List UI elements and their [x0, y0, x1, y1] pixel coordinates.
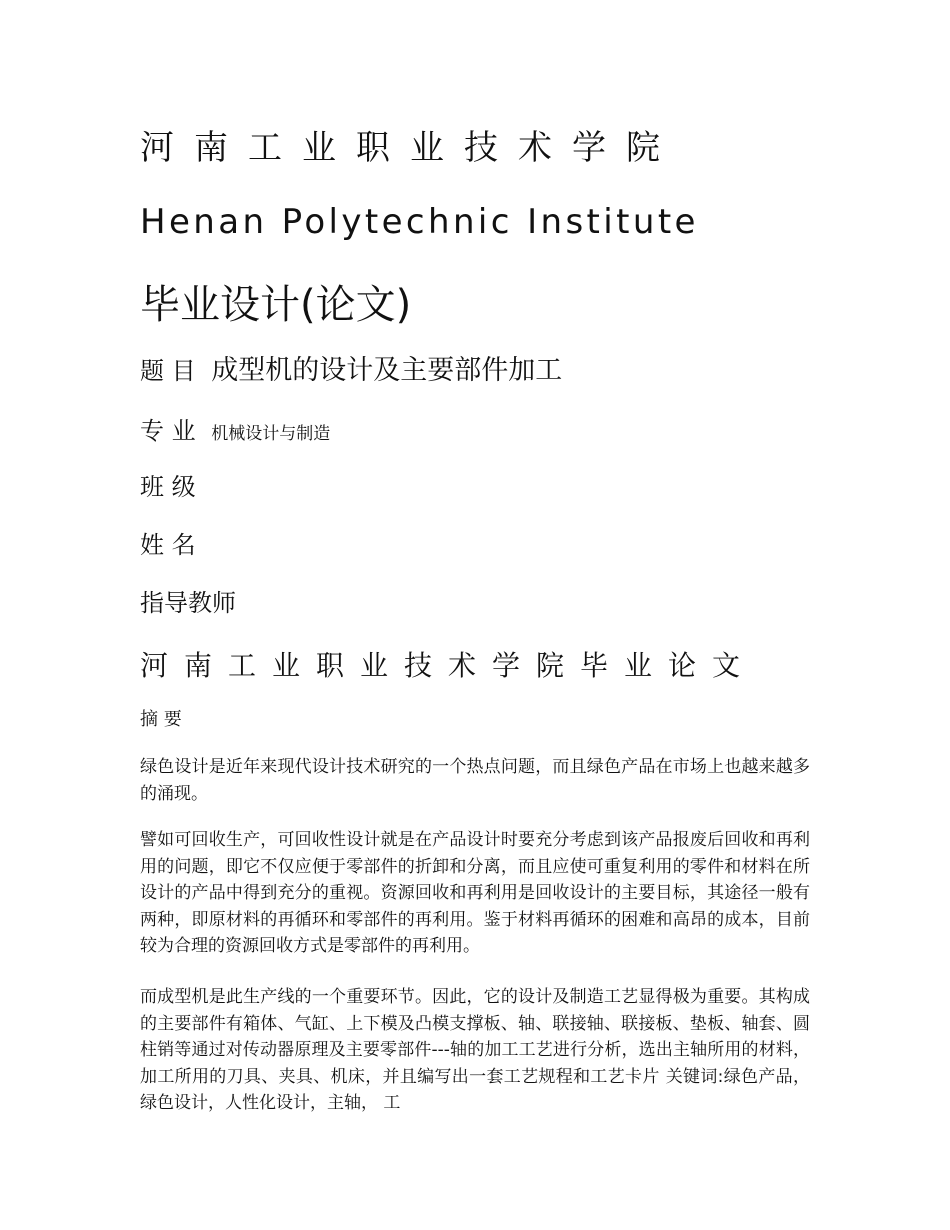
- abstract-paragraph-3-text: 而成型机是此生产线的一个重要环节。因此，它的设计及制造工艺显得极为重要。其构成的主要部件有箱体、气缸、上下模及凸模支撑板、轴、联接轴、联接板、垫板、轴套、圆柱销等通过对传动器原理及主要零部件---轴的加工工艺进行分析，选出主轴所用的材料，加工所用的刀具、夹具、机床，并且编写出一套工艺规程和工艺卡片: [140, 987, 810, 1087]
- field-class-label: 班 级: [140, 473, 196, 501]
- field-class-row: [140, 470, 211, 504]
- keywords-label: 关键词:: [665, 1066, 724, 1087]
- field-advisor-row: [140, 586, 252, 620]
- field-advisor-label: 指导教师: [140, 589, 236, 617]
- abstract-paragraph-2: 譬如可回收生产，可回收性设计就是在产品设计时要充分考虑到该产品报废后回收和再利用的问题，即它不仅应便于零部件的折卸和分离，而且应使可重复利用的零件和材料在所设计的产品中得到充分的重视。资源回收和再利用是回收设计的主要目标，其途径一般有两种，即原材料的再循环和零部件的再利用。鉴于材料再循环的困难和高昂的成本，目前较为合理的资源回收方式是零部件的再利用。: [140, 830, 810, 956]
- field-title-label: 题 目: [140, 357, 196, 385]
- school-name-en: Henan Polytechnic Institute: [140, 202, 699, 242]
- field-name-label: 姓 名: [140, 531, 196, 559]
- keywords-list: 绿色产品，绿色设计，人性化设计，主轴， 工: [140, 1066, 811, 1113]
- thesis-type-title: 毕业设计(论文): [140, 282, 412, 328]
- abstract-paragraph-1: 绿色设计是近年来现代设计技术研究的一个热点问题，而且绿色产品在市场上也越来越多的涌现。: [140, 757, 810, 804]
- thesis-cover-page: [140, 0, 810, 1230]
- field-major-value: 机械设计与制造: [211, 424, 331, 444]
- field-title-value: 成型机的设计及主要部件加工: [211, 355, 563, 386]
- field-name-row: [140, 528, 211, 562]
- field-major-label: 专 业: [140, 417, 196, 445]
- school-name-cn: 河南工业职业技术学院: [140, 128, 680, 168]
- abstract-heading: 摘 要: [140, 709, 182, 730]
- abstract-paragraph-3: [140, 984, 810, 1117]
- section-header: 河南工业职业技术学院毕业论文: [140, 649, 757, 682]
- field-title-row: [140, 354, 562, 388]
- field-major-row: [140, 414, 330, 451]
